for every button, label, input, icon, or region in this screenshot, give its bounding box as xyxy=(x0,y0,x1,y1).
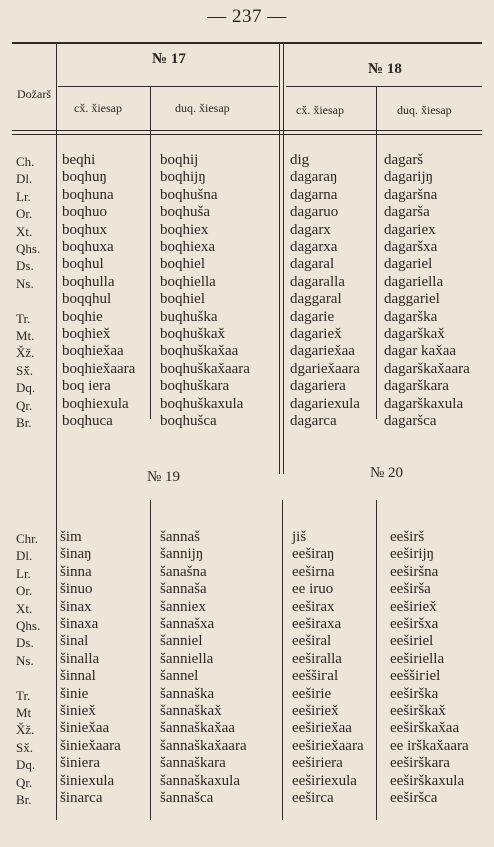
form-cell: eeširškaxula xyxy=(390,772,465,789)
form-cell: šinal xyxy=(60,633,89,650)
form-cell: boqhijŋ xyxy=(160,169,206,186)
header-midline-left xyxy=(58,86,278,87)
form-cell: šannaškax̌aara xyxy=(160,737,247,754)
form-cell: boqhiex xyxy=(160,221,209,238)
form-cell: šiniex̌ xyxy=(60,703,96,719)
case-label: Qr. xyxy=(16,774,33,790)
form-cell: šanniella xyxy=(160,650,214,667)
form-cell: dagarškax̌ xyxy=(384,326,445,342)
form-cell: šinax xyxy=(60,598,92,615)
form-cell: dagarškax̌aara xyxy=(384,360,470,377)
form-cell: eeširiera xyxy=(292,755,343,772)
case-label: Xt. xyxy=(16,600,33,616)
form-cell: dagaršna xyxy=(384,186,438,203)
form-cell: šiniexula xyxy=(60,772,115,789)
form-cell: dagarškaxula xyxy=(384,395,464,412)
form-cell: dagariex̌aa xyxy=(290,343,355,360)
form-cell: eeširca xyxy=(292,790,334,806)
form-cell: jiš xyxy=(292,529,307,545)
form-cell: boqhiel xyxy=(160,291,205,308)
form-cell: šim xyxy=(60,529,82,545)
form-cell: eeširiex̌ xyxy=(390,598,437,615)
form-cell: šinna xyxy=(60,563,92,580)
case-label: Qr. xyxy=(16,397,33,413)
form-cell: dagarša xyxy=(384,204,430,221)
table-divider-lower xyxy=(282,500,283,820)
case-label: Qhs. xyxy=(16,618,41,633)
form-cell: boqhiex̌ xyxy=(62,326,111,342)
form-cell: ee irškax̌aara xyxy=(390,737,469,754)
form-cell: šannijŋ xyxy=(160,546,204,563)
form-cell: dagarškara xyxy=(384,378,449,395)
form-cell: boqhulla xyxy=(62,273,115,290)
form-cell: dagaral xyxy=(290,256,335,273)
form-cell: eeššiгiel xyxy=(390,668,441,685)
form-cell: eeširijŋ xyxy=(390,546,435,563)
case-label: Ch. xyxy=(16,154,35,169)
form-cell: eeširaxa xyxy=(292,616,342,632)
form-cell: dagariera xyxy=(290,378,346,395)
form-cell: dagarijŋ xyxy=(384,169,434,186)
table-divider-a xyxy=(279,44,280,474)
table-number-19: № 19 xyxy=(147,469,181,485)
form-cell: dagar kax̌aa xyxy=(384,343,457,360)
header-bottom-rule xyxy=(12,130,482,131)
form-cell: dagaraŋ xyxy=(290,169,338,186)
form-cell: dagariex xyxy=(384,221,436,238)
case-label: Br. xyxy=(16,415,32,430)
case-label: Lr. xyxy=(16,188,31,204)
form-cell: eeširiella xyxy=(390,650,445,667)
case-column-header: Dožarš xyxy=(17,87,51,101)
form-cell: eeširiex̌ xyxy=(292,703,339,719)
form-cell: šiniera xyxy=(60,755,100,772)
form-cell: šiniex̌aara xyxy=(60,737,121,754)
form-cell: dagarca xyxy=(290,413,337,429)
form-cell: eeširšxa xyxy=(390,616,439,632)
form-cell: boqhij xyxy=(160,152,199,168)
form-cell: šannaš xyxy=(160,529,200,545)
sg-header-b: cx̌. x̌iesap xyxy=(296,103,344,117)
form-cell: dagarška xyxy=(384,308,438,325)
top-rule xyxy=(12,42,482,44)
case-label: Br. xyxy=(16,792,32,807)
form-cell: boqhiex̌aa xyxy=(62,343,124,360)
form-cell: eeššiгal xyxy=(292,668,339,685)
case-label: Tr. xyxy=(16,310,31,326)
form-cell: beqhi xyxy=(62,152,96,168)
case-column-divider xyxy=(56,44,57,820)
form-cell: eeširiexula xyxy=(292,772,357,789)
form-cell: eeširškara xyxy=(390,755,450,772)
form-cell: dig xyxy=(290,152,310,168)
header-bottom-rule-2 xyxy=(12,134,482,135)
case-label: X̌ž. xyxy=(16,722,35,738)
form-cell: boq iera xyxy=(62,378,111,395)
form-cell: šannašxa xyxy=(160,616,215,632)
form-cell: eeširal xyxy=(292,633,332,650)
form-cell: boqhušna xyxy=(160,186,218,203)
case-label: X̌ž. xyxy=(16,345,35,361)
form-cell: šinnal xyxy=(60,668,96,685)
case-label: Ns. xyxy=(16,275,34,291)
table-divider-b xyxy=(283,44,284,474)
form-cell: šannaškara xyxy=(160,755,226,772)
form-cell: šinalla xyxy=(60,650,100,667)
form-cell: boqhuškax̌aara xyxy=(160,360,250,377)
form-cell: dagaralla xyxy=(290,273,345,290)
form-cell: dagarie xyxy=(290,308,335,325)
form-cell: boqhie xyxy=(62,308,103,325)
form-cell: eeširšna xyxy=(390,563,439,580)
form-cell: dagarš xyxy=(384,152,424,168)
form-cell: eeširška xyxy=(390,685,439,702)
form-cell: boqqhul xyxy=(62,291,112,308)
case-label: Sx̌. xyxy=(16,362,33,378)
form-cell: eeširiel xyxy=(390,633,434,650)
case-label: Dl. xyxy=(16,548,33,564)
form-cell: boqhuškax̌ xyxy=(160,326,225,342)
form-cell: eeširš xyxy=(390,529,425,545)
form-cell: eeširax xyxy=(292,598,335,615)
form-cell: boqhuškaxula xyxy=(160,395,244,412)
form-cell: boqhuxa xyxy=(62,239,114,255)
form-cell: dagarna xyxy=(290,186,338,203)
case-label: Ds. xyxy=(16,258,34,274)
sg-pl-divider-c xyxy=(150,500,151,820)
form-cell: boqhuca xyxy=(62,413,113,429)
form-cell: eeširšca xyxy=(390,790,438,806)
form-cell: eeširaŋ xyxy=(292,546,335,563)
form-cell: boqhiexa xyxy=(160,239,215,255)
form-cell: šannel xyxy=(160,668,199,685)
pl-header-a: duq. x̌iesap xyxy=(175,101,230,115)
form-cell: dagarxa xyxy=(290,239,338,255)
form-cell: boqhiella xyxy=(160,273,216,290)
form-cell: boqhuškara xyxy=(160,378,230,395)
form-cell: šannaškax̌ xyxy=(160,703,222,719)
form-cell: eeširie xyxy=(292,685,332,702)
case-label: Ds. xyxy=(16,635,34,651)
case-label: Ns. xyxy=(16,652,34,668)
form-cell: eeširša xyxy=(390,581,431,598)
case-label: Xt. xyxy=(16,223,33,239)
table-number-20: № 20 xyxy=(370,465,404,481)
table-number-17: № 17 xyxy=(152,51,186,67)
form-cell: eeširna xyxy=(292,563,335,580)
form-cell: dagaršca xyxy=(384,413,437,429)
form-cell: boqhux xyxy=(62,221,107,238)
form-cell: boqhiel xyxy=(160,256,205,273)
case-label: Dl. xyxy=(16,171,33,187)
header-midline-right xyxy=(286,86,482,87)
form-cell: boqhul xyxy=(62,256,104,273)
case-label: Dq. xyxy=(16,757,36,773)
case-label: Sx̌. xyxy=(16,739,33,755)
form-cell: šanniel xyxy=(160,633,203,650)
form-cell: eeširiex̌aara xyxy=(292,737,364,754)
form-cell: dagaruo xyxy=(290,204,339,221)
form-cell: eeširškax̌ xyxy=(390,703,446,719)
form-cell: boqhiexula xyxy=(62,395,129,412)
form-cell: dagaršxa xyxy=(384,239,438,255)
form-cell: eeširiex̌aa xyxy=(292,720,352,737)
form-cell: buqhuška xyxy=(160,308,218,325)
case-label: Lr. xyxy=(16,565,31,581)
page-number: — 237 — xyxy=(207,6,287,27)
case-label: Dq. xyxy=(16,380,36,396)
case-label: Tr. xyxy=(16,687,31,703)
form-cell: dagarx xyxy=(290,221,331,238)
form-cell: šanniex xyxy=(160,598,206,615)
form-cell: šinie xyxy=(60,685,89,702)
form-cell: dagariex̌ xyxy=(290,326,342,342)
form-cell: ee iruo xyxy=(292,581,334,598)
form-cell: boqhuna xyxy=(62,186,114,203)
form-cell: šannaškax̌aa xyxy=(160,720,235,737)
form-cell: dgariex̌aara xyxy=(290,360,360,377)
form-cell: boqhuo xyxy=(62,204,107,221)
form-cell: šannašca xyxy=(160,790,214,806)
form-cell: daggaral xyxy=(290,291,342,308)
case-label: Or. xyxy=(16,583,33,599)
form-cell: dagariella xyxy=(384,273,444,290)
form-cell: šinarca xyxy=(60,790,103,806)
case-label: Mt. xyxy=(16,328,35,343)
form-cell: šiniex̌aa xyxy=(60,720,110,737)
sg-pl-divider-b xyxy=(376,87,377,419)
form-cell: šinuo xyxy=(60,581,93,598)
form-cell: šanašna xyxy=(160,563,207,580)
form-cell: boqhiex̌aara xyxy=(62,360,136,377)
form-cell: eeširškax̌aa xyxy=(390,720,460,737)
form-cell: šannaša xyxy=(160,581,207,598)
form-cell: boqhuškax̌aa xyxy=(160,343,239,360)
form-cell: boqhuša xyxy=(160,204,210,221)
sg-pl-divider-a xyxy=(150,87,151,419)
form-cell: dagariel xyxy=(384,256,433,273)
form-cell: šinaxa xyxy=(60,616,99,632)
case-label: Mt xyxy=(16,705,32,720)
form-cell: šinaŋ xyxy=(60,546,92,563)
case-label: Chr. xyxy=(16,531,39,546)
case-label: Or. xyxy=(16,206,33,222)
case-label: Qhs. xyxy=(16,241,41,256)
form-cell: boqhuŋ xyxy=(62,169,107,186)
form-cell: daggariel xyxy=(384,291,440,308)
pl-header-b: duq. x̌iesap xyxy=(397,103,452,117)
form-cell: dagariexula xyxy=(290,395,360,412)
form-cell: boqhušca xyxy=(160,413,217,429)
sg-pl-divider-d xyxy=(376,500,377,820)
form-cell: šannaškaxula xyxy=(160,772,240,789)
form-cell: eeširalla xyxy=(292,650,342,667)
table-number-18: № 18 xyxy=(368,61,402,77)
form-cell: šannaška xyxy=(160,685,215,702)
sg-header-a: cx̌. x̌iesap xyxy=(74,101,122,115)
